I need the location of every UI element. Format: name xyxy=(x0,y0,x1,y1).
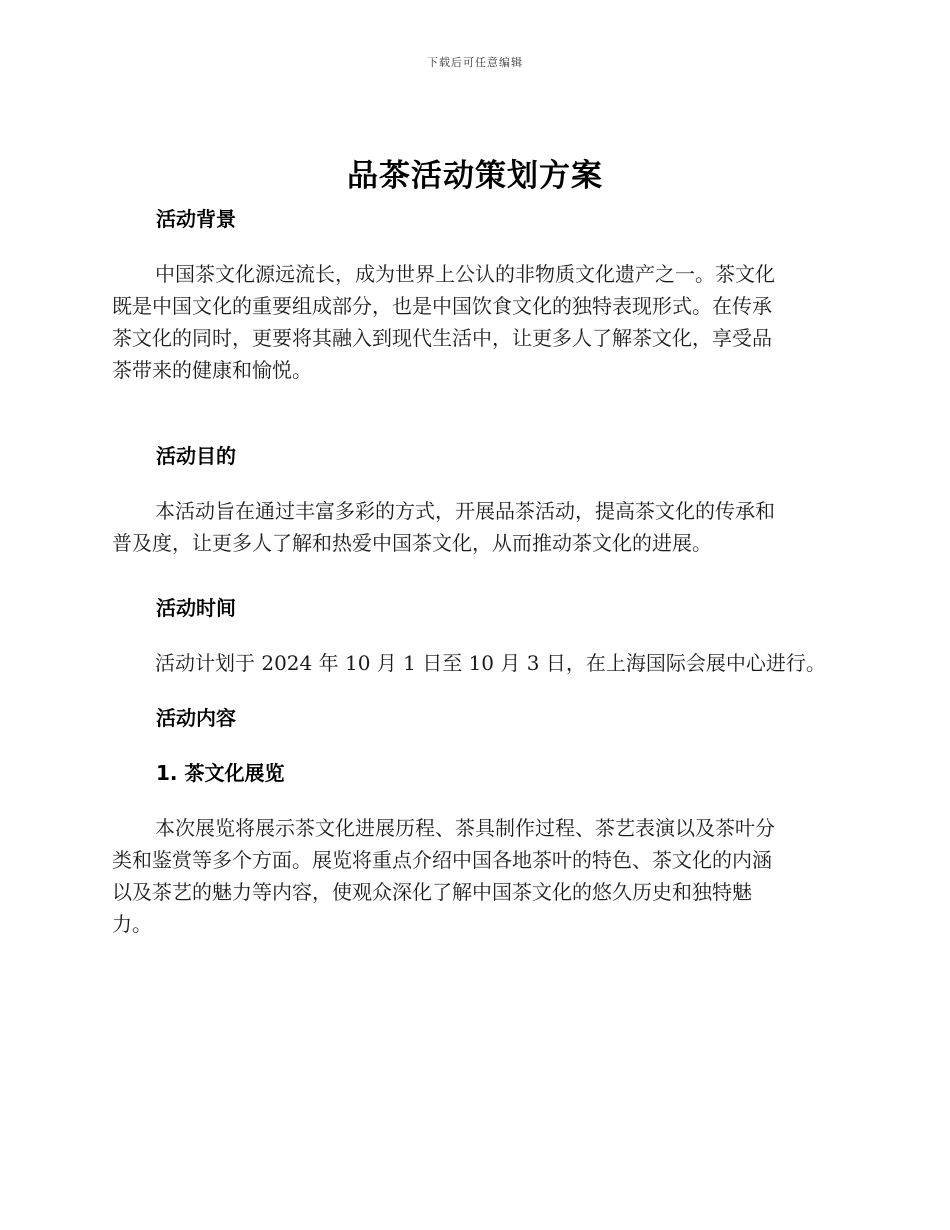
paragraph-line: 中国茶文化源远流长，成为世界上公认的非物质文化遗产之一。茶文化 xyxy=(155,262,775,286)
paragraph-time xyxy=(112,647,832,679)
header-note: 下载后可任意编辑 xyxy=(427,56,523,69)
paragraph-line: 茶文化的同时，更要将其融入到现代生活中，让更多人了解茶文化，享受品 xyxy=(112,326,772,350)
paragraph-exhibition xyxy=(112,812,832,940)
document-title: 品茶活动策划方案 xyxy=(347,158,603,194)
section-heading-time: 活动时间 xyxy=(156,596,236,620)
paragraph-line: 本次展览将展示茶文化进展历程、茶具制作过程、茶艺表演以及茶叶分 xyxy=(155,816,775,840)
paragraph-purpose xyxy=(112,495,832,559)
paragraph-line: 普及度，让更多人了解和热爱中国茶文化，从而推动茶文化的进展。 xyxy=(112,531,712,555)
paragraph-line: 本活动旨在通过丰富多彩的方式，开展品茶活动，提高茶文化的传承和 xyxy=(155,499,775,523)
paragraph-background xyxy=(112,258,832,386)
section-heading-background: 活动背景 xyxy=(156,207,236,231)
paragraph-line: 力。 xyxy=(112,912,152,936)
section-heading-purpose: 活动目的 xyxy=(156,444,236,468)
section-heading-content: 活动内容 xyxy=(156,706,236,730)
paragraph-line: 类和鉴赏等多个方面。展览将重点介绍中国各地茶叶的特色、茶文化的内涵 xyxy=(112,848,772,872)
paragraph-line: 以及茶艺的魅力等内容，使观众深化了解中国茶文化的悠久历史和独特魅 xyxy=(112,880,752,904)
paragraph-line: 活动计划于 2024 年 10 月 1 日至 10 月 3 日，在上海国际会展中心进行。 xyxy=(155,651,826,675)
paragraph-line: 茶带来的健康和愉悦。 xyxy=(112,358,312,382)
subsection-heading-exhibition: 1. 茶文化展览 xyxy=(156,761,285,785)
paragraph-line: 既是中国文化的重要组成部分，也是中国饮食文化的独特表现形式。在传承 xyxy=(112,294,772,318)
